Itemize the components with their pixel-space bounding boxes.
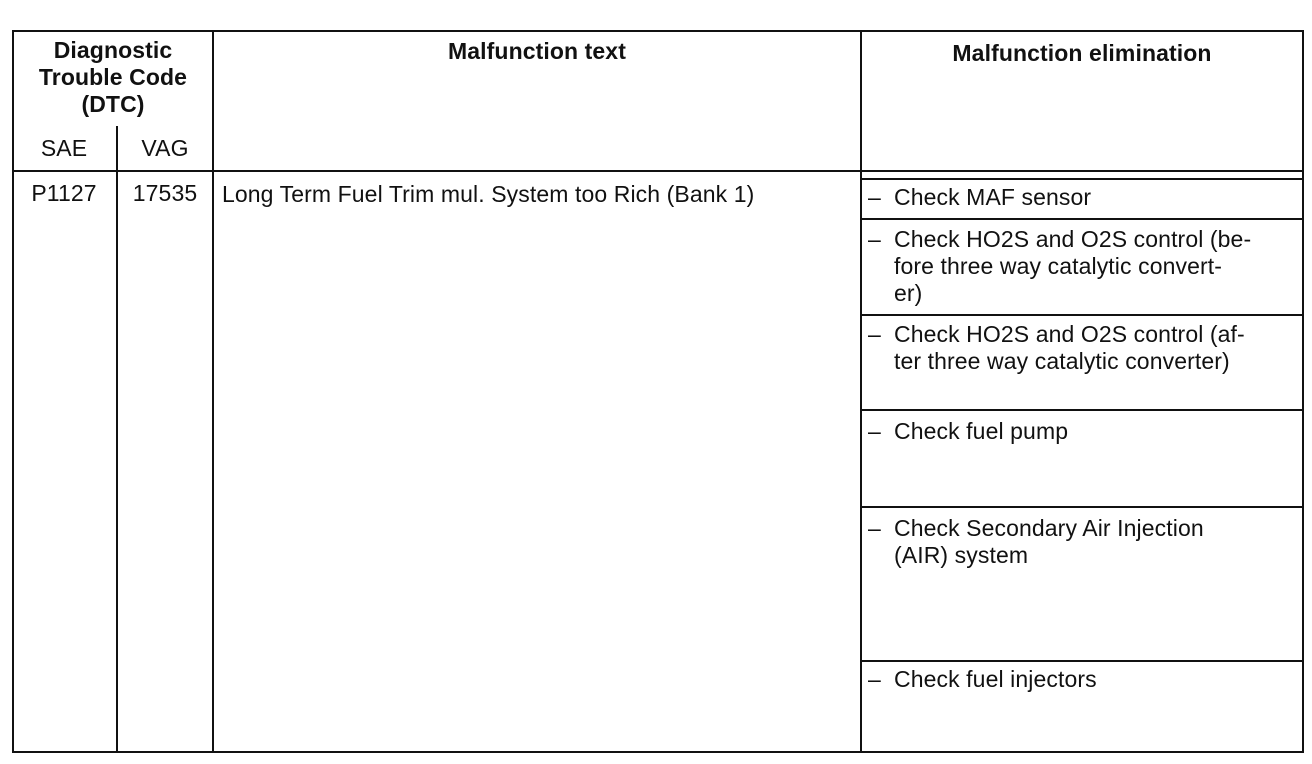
elimination-item-4-line-1: Check fuel pump [894,418,1069,444]
elimination-item-5-line-1: Check Secondary Air Injection [894,515,1204,541]
elimination-item-5-dash: – [868,515,881,541]
elimination-item-3-line-1: Check HO2S and O2S control (af- [894,321,1245,347]
table-right-border [1302,30,1304,753]
dtc-header-line-1: Diagnostic [53,37,173,63]
elimination-item-5-line-2: (AIR) system [894,542,1029,568]
elimination-separator-2 [860,218,1304,220]
dtc-header-line-3: (DTC) [81,91,145,117]
elimination-item-2-line-1: Check HO2S and O2S control (be- [894,226,1252,252]
column-divider-sae-vag [116,126,118,753]
elimination-item-3-dash: – [868,321,881,347]
elimination-separator-4 [860,409,1304,411]
dtc-header-line-2: Trouble Code [38,64,188,90]
elimination-item-6-dash: – [868,666,881,692]
malfunction-elimination-header: Malfunction elimination [952,40,1212,66]
malfunction-description: Long Term Fuel Trim mul. System too Rich (Bank 1) [222,181,755,207]
elimination-item-2-line-2: fore three way catalytic convert- [894,253,1222,279]
malfunction-text-header: Malfunction text [448,38,626,64]
elimination-item-4-dash: – [868,418,881,444]
column-divider-text-elimination [860,30,862,753]
elimination-item-2-line-3: er) [894,280,923,306]
header-separator [12,170,1304,172]
vag-code: 17535 [132,180,198,206]
elimination-separator-3 [860,314,1304,316]
elimination-item-1-line-1: Check MAF sensor [894,184,1092,210]
vag-header: VAG [141,135,189,161]
elimination-separator-1 [860,178,1304,180]
column-divider-dtc-text [212,30,214,753]
table-top-border [12,30,1304,32]
elimination-item-3-line-2: ter three way catalytic converter) [894,348,1230,374]
elimination-separator-5 [860,506,1304,508]
elimination-item-6-line-1: Check fuel injectors [894,666,1097,692]
sae-header: SAE [40,135,88,161]
table-bottom-border [12,751,1304,753]
elimination-separator-6 [860,660,1304,662]
elimination-item-1-dash: – [868,184,881,210]
sae-code: P1127 [31,180,97,206]
elimination-item-2-dash: – [868,226,881,252]
